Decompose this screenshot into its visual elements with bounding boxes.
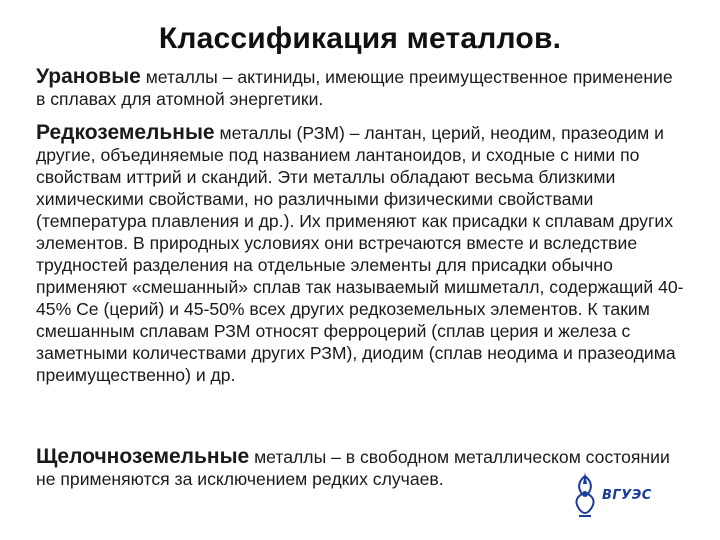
term-uranium: Урановые bbox=[36, 65, 141, 88]
text-alkaline-earth: металлы – в свободном металлическом состоянии не применяются за исключением редких случаев. bbox=[36, 447, 670, 489]
logo-text: ВГУЭС bbox=[602, 488, 652, 503]
paragraph-rare-earth bbox=[36, 122, 684, 386]
term-alkaline-earth: Щелочноземельные bbox=[36, 445, 250, 468]
text-rare-earth: металлы (РЗМ) – лантан, церий, неодим, празеодим и другие, объединяемые под названием лантаноидов, и сходные с ними по свойствам иттрий и скандий. Эти металлы обладают весьма близкими химическими свойствами, но различными физическими свойствами (температура плавления и др.). Их применяют как присадки к сплавам других элементов. В природных условиях они встречаются вместе и вследствие трудностей разделения на отдельные элементы для присадки обычно применяют «смешанный» сплав так называемый мишметалл, содержащий 40-45% Се (церий) и 45-50% всех других редкоземельных элементов. К таким смешанным сплавам РЗМ относят ферроцерий (сплав церия и железа с заметными количествами других РЗМ), диодим (сплав неодима и празеодима преимущественно) и др. bbox=[36, 123, 684, 385]
text-uranium: металлы – актиниды, имеющие преимущественное применение в сплавах для атомной энергетики. bbox=[36, 67, 673, 109]
logo-emblem-icon bbox=[568, 470, 602, 520]
paragraph-uranium bbox=[36, 66, 684, 110]
slide-title: Классификация металлов. bbox=[158, 22, 562, 55]
term-rare-earth: Редкоземельные bbox=[36, 121, 215, 144]
university-logo bbox=[568, 470, 668, 520]
